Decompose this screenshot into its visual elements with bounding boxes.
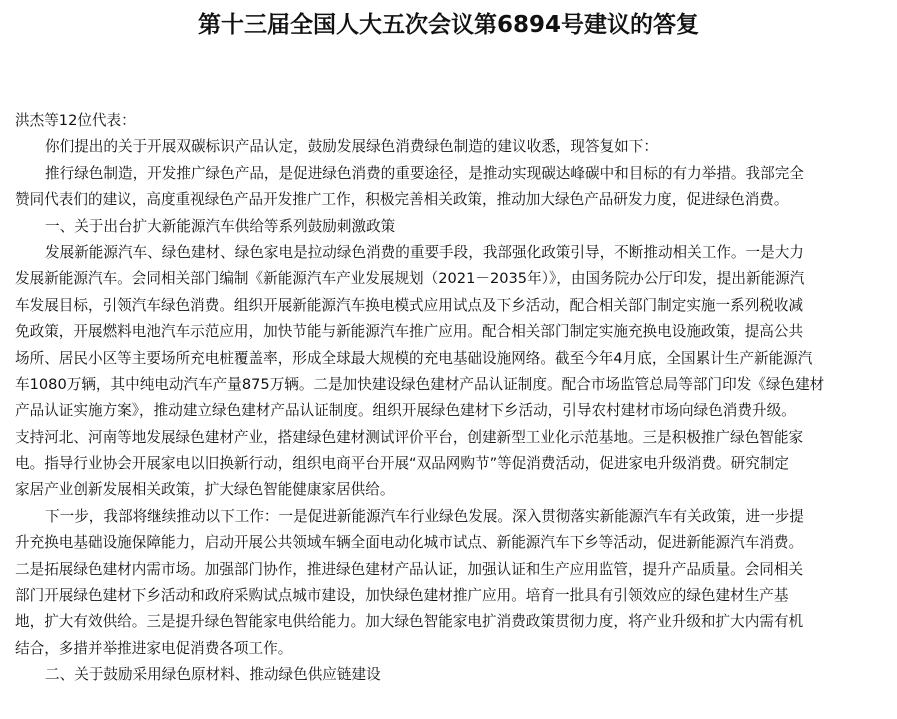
paragraph-line: 产品认证实施方案》，推动建立绿色建材产品认证制度。组织开展绿色建材下乡活动，引导农村建材市场向绿色消费升级。 [15,402,796,420]
paragraph-line: 下一步，我部将继续推动以下工作：一是促进新能源汽车行业绿色发展。深入贯彻落实新能源汽车有关政策，进一步提 [45,507,804,525]
paragraph-line: 部门开展绿色建材下乡活动和政府采购试点城市建设，加快绿色建材推广应用。培育一批具有引领效应的绿色建材生产基 [15,587,789,605]
paragraph-line: 二是拓展绿色建材内需市场。加强部门协作，推进绿色建材产品认证，加强认证和生产应用监管，提升产品质量。会同相关 [15,560,804,578]
paragraph-line: 结合，多措并举推进家电促消费各项工作。 [15,639,293,657]
paragraph-line: 地，扩大有效供给。三是提升绿色智能家电供给能力。加大绿色智能家电扩消费政策贯彻力度，将产业升级和扩大内需有机 [15,613,804,631]
paragraph-line: 场所、居民小区等主要场所充电桩覆盖率，形成全球最大规模的充电基础设施网络。截至今年4月底，全国累计生产新能源汽 [15,349,813,367]
paragraph-line: 支持河北、河南等地发展绿色建材产业，搭建绿色建材测试评价平台，创建新型工业化示范基地。三是积极推广绿色智能家 [15,428,804,446]
paragraph-line: 升充换电基础设施保障能力，启动开展公共领域车辆全面电动化城市试点、新能源汽车下乡等活动，促进新能源汽车消费。 [15,534,804,552]
document-body [15,108,883,689]
paragraph-line: 推行绿色制造，开发推广绿色产品，是促进绿色消费的重要途径，是推动实现碳达峰碳中和目标的有力举措。我部完全 [45,164,804,182]
paragraph-line: 车发展目标，引领汽车绿色消费。组织开展新能源汽车换电模式应用试点及下乡活动，配合相关部门制定实施一系列税收减 [15,296,804,314]
salutation: 洪杰等12位代表： [15,112,136,129]
paragraph-line: 发展新能源汽车、绿色建材、绿色家电是拉动绿色消费的重要手段，我部强化政策引导，不断推动相关工作。一是大力 [45,243,804,261]
paragraph-line: 电。指导行业协会开展家电以旧换新行动，组织电商平台开展“双品网购节”等促消费活动，促进家电升级消费。研究制定 [15,455,790,473]
page-title: 第十三届全国人大五次会议第6894号建议的答复 [197,12,699,38]
paragraph-line: 免政策，开展燃料电池汽车示范应用，加快节能与新能源汽车推广应用。配合相关部门制定实施充换电设施政策，提高公共 [15,323,804,341]
section-heading-1: 一、关于出台扩大新能源汽车供给等系列鼓励刺激政策 [45,217,396,235]
paragraph-line: 赞同代表们的建议，高度重视绿色产品开发推广工作，积极完善相关政策，推动加大绿色产品研发力度，促进绿色消费。 [15,191,789,209]
paragraph-line: 发展新能源汽车。会同相关部门编制《新能源汽车产业发展规划（2021－2035年）》，由国务院办公厅印发，提出新能源汽 [15,270,805,288]
paragraph-line: 家居产业创新发展相关政策，扩大绿色智能健康家居供给。 [15,481,395,499]
paragraph-line: 车1080万辆，其中纯电动汽车产量875万辆。二是加快建设绿色建材产品认证制度。配合市场监管总局等部门印发《绿色建材 [15,375,825,393]
section-heading-2: 二、关于鼓励采用绿色原材料、推动绿色供应链建设 [45,666,381,684]
paragraph-line: 你们提出的关于开展双碳标识产品认定，鼓励发展绿色消费绿色制造的建议收悉，现答复如下： [45,138,658,156]
